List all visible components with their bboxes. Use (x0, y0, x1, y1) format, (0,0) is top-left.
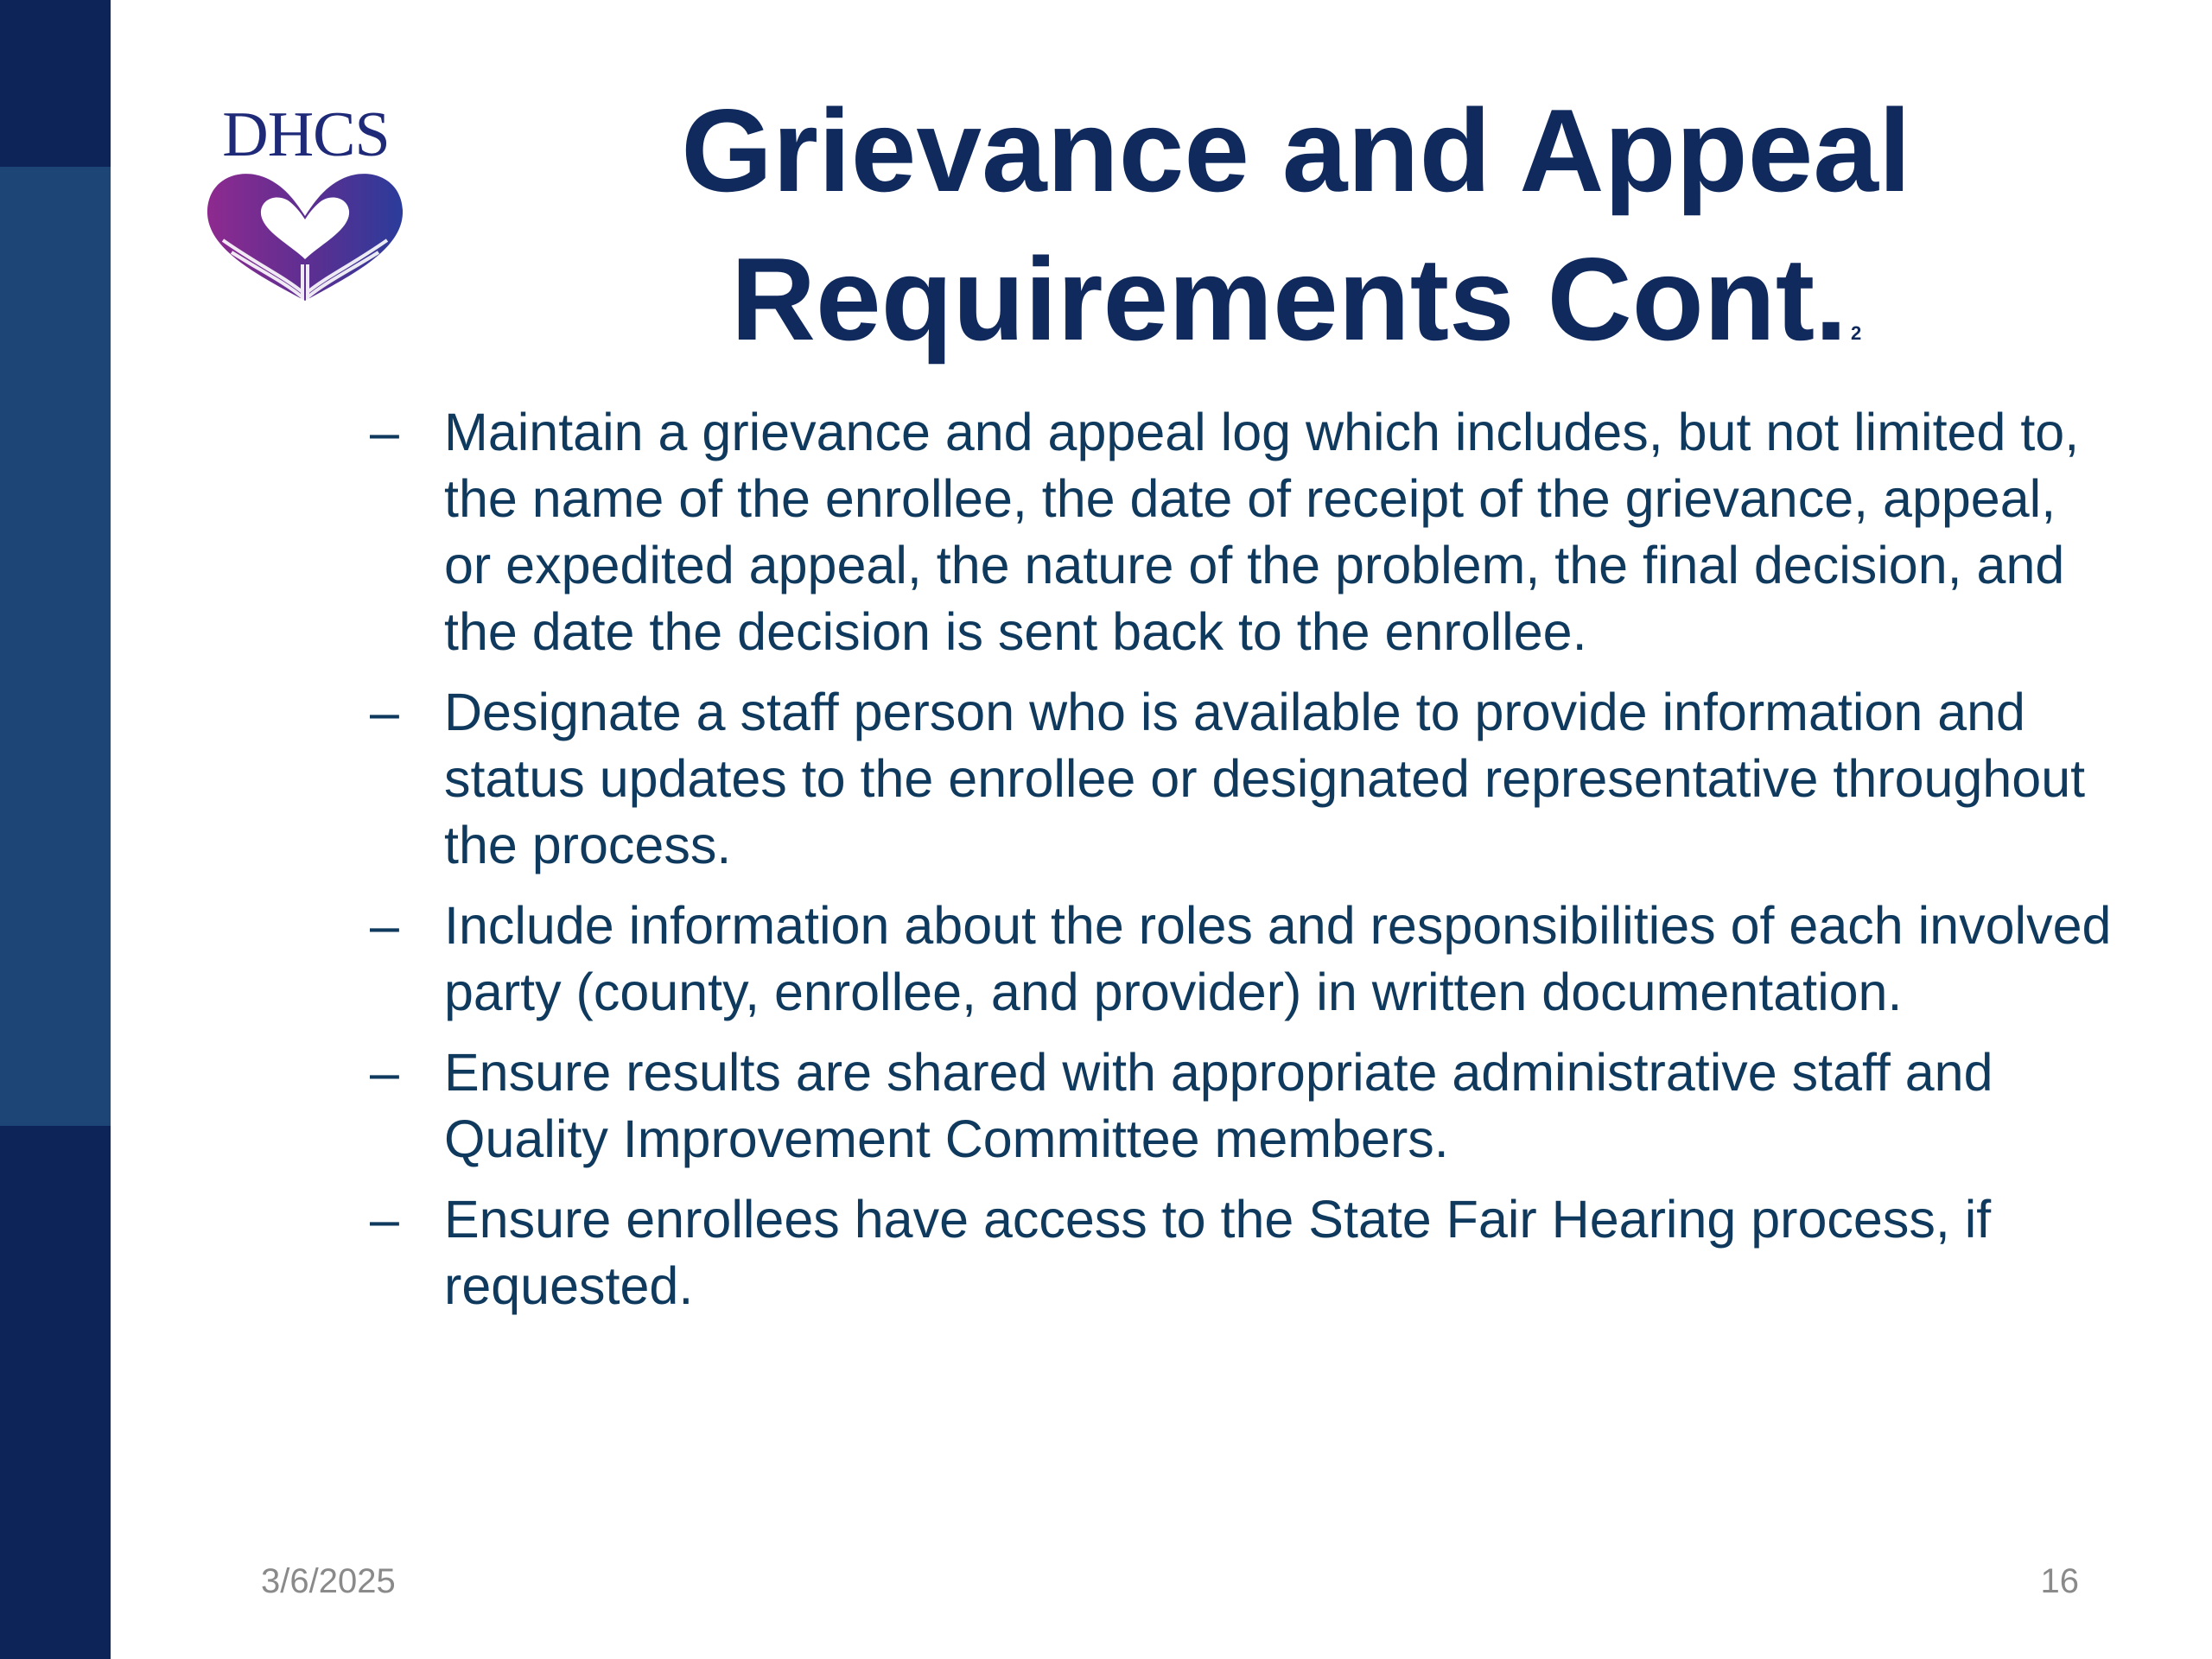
title-superscript: 2 (1850, 322, 1862, 344)
bullet-dash: – (370, 403, 399, 461)
bullet-item (370, 1039, 2115, 1173)
bullet-text: Designate a staff person who is available to provide information and status updates to the enrollee or designated representative throughout the process. (444, 683, 2086, 874)
bullet-list (370, 399, 2115, 1333)
bullet-dash: – (370, 1190, 399, 1249)
bullet-item (370, 679, 2115, 879)
bullet-item (370, 893, 2115, 1026)
title-line-1: Grievance and Appeal (681, 85, 1911, 216)
left-band-middle (0, 167, 111, 1126)
footer-date: 3/6/2025 (261, 1562, 396, 1600)
bullet-text: Include information about the roles and responsibilities of each involved party (county, enrollee, and provider) in written documentation. (444, 896, 2112, 1021)
page-number: 16 (2040, 1562, 2079, 1600)
bullet-text: Ensure enrollees have access to the State Fair Hearing process, if requested. (444, 1190, 1992, 1315)
bullet-item (370, 399, 2115, 665)
bullet-text: Ensure results are shared with appropriate administrative staff and Quality Improvement Committee members. (444, 1043, 1993, 1168)
bullet-item (370, 1186, 2115, 1319)
logo-text: DHCS (222, 99, 390, 170)
left-band-bottom (0, 1126, 111, 1659)
left-band-top (0, 0, 111, 167)
bullet-dash: – (370, 896, 399, 955)
bullet-text: Maintain a grievance and appeal log which includes, but not limited to, the name of the enrollee, the date of receipt of the grievance, appeal, or expedited appeal, the nature of the problem, the final decision, and the date the decision is sent back to the enrollee. (444, 403, 2080, 661)
heart-hands-icon (197, 162, 413, 309)
bullet-dash: – (370, 683, 399, 741)
bullet-dash: – (370, 1043, 399, 1102)
title-line-2: Requirements Cont. (730, 233, 1847, 365)
dhcs-logo (197, 99, 413, 309)
slide-title (553, 76, 2039, 408)
